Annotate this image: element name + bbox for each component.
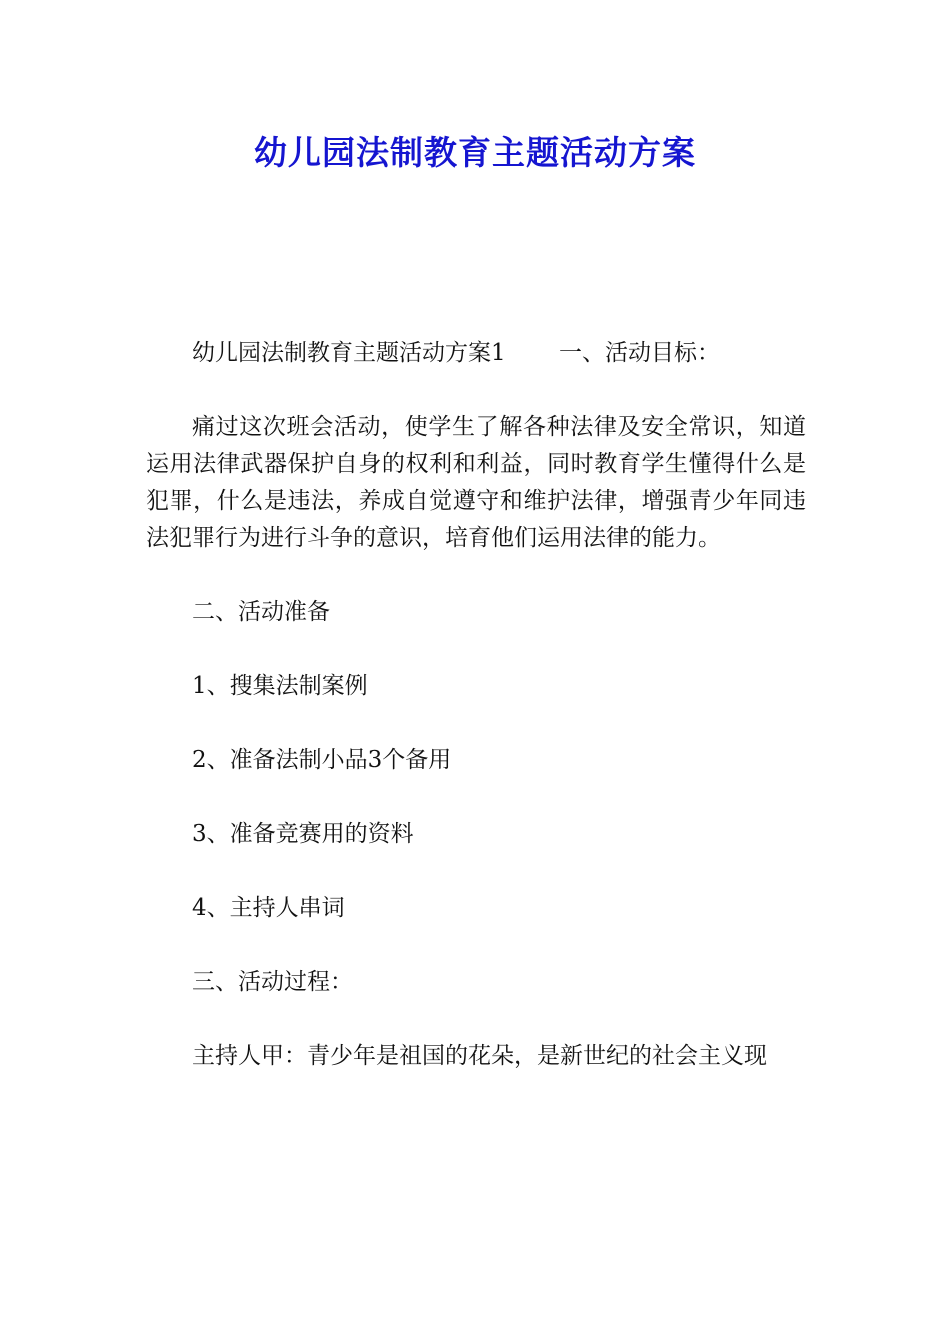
paragraph-host-a: 主持人甲：青少年是祖国的花朵，是新世纪的社会主义现 [192,1043,767,1069]
list-item: 4、主持人串词 [192,895,345,921]
paragraph-objectives: 痛过这次班会活动，使学生了解各种法律及安全常识，知道运用法律武器保护自身的权利和利益，同时教育学生懂得什么是犯罪，什么是违法，养成自觉遵守和维护法律，增强青少年同违法犯罪行为进行斗争的意识，培育他们运用法律的能力。 [146,414,806,551]
paragraph-heading-line: 幼儿园法制教育主题活动方案1 一、活动目标： [192,340,720,366]
list-item: 3、准备竞赛用的资料 [192,821,414,847]
section-heading-preparation: 二、活动准备 [192,599,330,625]
document-title: 幼儿园法制教育主题活动方案 [254,133,696,172]
list-item: 1、搜集法制案例 [192,673,368,699]
list-item: 2、准备法制小品3个备用 [192,747,452,773]
document-body [146,335,806,1112]
section-heading-process: 三、活动过程： [192,969,353,995]
